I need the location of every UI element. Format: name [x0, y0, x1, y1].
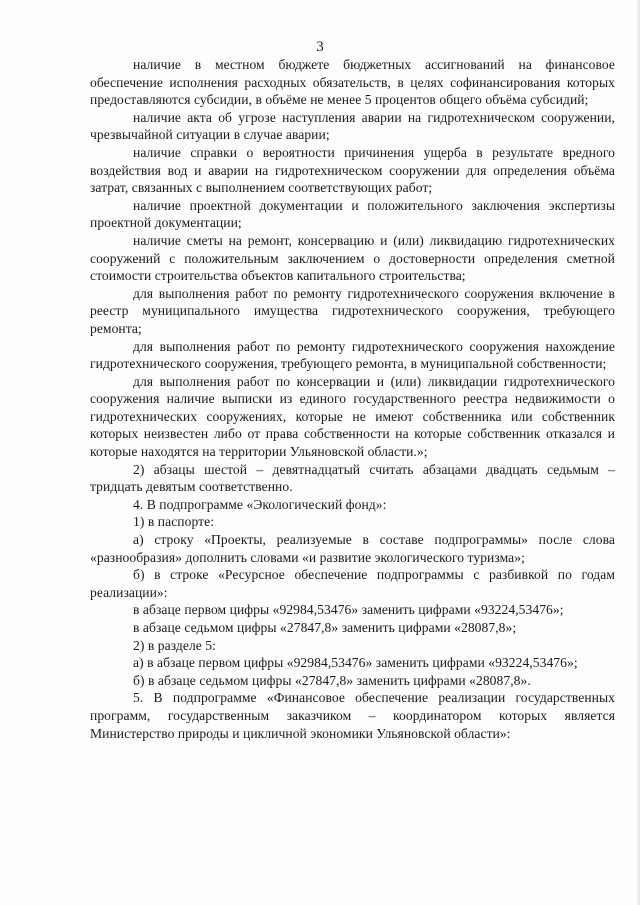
- paragraph-seventh-abzac-figures: в абзаце седьмом цифры «27847,8» заменить цифрами «28087,8»;: [133, 620, 517, 635]
- paragraph-projects-row: а) строку «Проекты, реализуемые в составе подпрограммы» после слова «разнообразия» дополнить словами «и развитие экологического туризма»;: [90, 532, 615, 565]
- paragraph-section5-first-abzac: а) в абзаце первом цифры «92984,53476» заменить цифрами «93224,53476»;: [133, 655, 578, 671]
- paragraph-ecological-fund-heading: 4. В подпрограмме «Экологический фонд»:: [133, 496, 387, 512]
- paragraph-in-section-5: 2) в разделе 5:: [133, 637, 216, 653]
- paragraph-cost-estimate: наличие сметы на ремонт, консервацию и (или) ликвидацию гидротехнических сооружений с положительным заключением о достоверности определения сметной стоимости строительства объектов капитального строительства;: [90, 232, 615, 284]
- paragraph-repair-municipal-ownership: для выполнения работ по ремонту гидротехнического сооружения нахождение гидротехнического сооружения, требующего ремонта, в муниципальной собственности;: [90, 338, 615, 372]
- document-body: [90, 56, 615, 742]
- paragraph-financial-support-subprogram: 5. В подпрограмме «Финансовое обеспечение реализации государственных программ, государственным заказчиком – координатором которых является Министерство природы и цикличной экономики Ульяновской области»:: [90, 690, 615, 741]
- paragraph-renumbering: 2) абзацы шестой – девятнадцатый считать абзацами двадцать седьмым – тридцать девятым соответственно.: [90, 461, 615, 495]
- page-number: 3: [316, 39, 324, 55]
- paragraph-damage-probability-certificate: наличие справки о вероятности причинения ущерба в результате вредного воздействия вод и аварии на гидротехническом сооружении для определения объёма затрат, связанных с выполнением соответствующих работ;: [90, 144, 615, 196]
- paragraph-first-abzac-figures: в абзаце первом цифры «92984,53476» заменить цифрами «93224,53476»;: [133, 602, 564, 618]
- paragraph-repair-registry-inclusion: для выполнения работ по ремонту гидротехнического сооружения включение в реестр муниципального имущества гидротехнического сооружения, требующего ремонта;: [90, 285, 615, 336]
- paragraph-accident-threat-act: наличие акта об угрозе наступления аварии на гидротехническом сооружении, чрезвычайной ситуации в случае аварии;: [90, 109, 615, 143]
- paragraph-section5-seventh-abzac: б) в абзаце седьмом цифры «27847,8» заменить цифрами «28087,8».: [133, 672, 531, 688]
- paragraph-resource-row: б) в строке «Ресурсное обеспечение подпрограммы с разбивкой по годам реализации»:: [90, 567, 615, 600]
- paragraph-conservation-liquidation-extract: для выполнения работ по консервации и (или) ликвидации гидротехнического сооружения наличие выписки из единого государственного реестра недвижимости о гидротехнических сооружениях, которые не имеют собственника или собственник которых неизвестен либо от права собственности на которые собственник отказался и которые находятся на территории Ульяновской области.»;: [90, 373, 615, 460]
- paragraph-project-documentation: наличие проектной документации и положительного заключения экспертизы проектной документации;: [90, 197, 615, 231]
- paragraph-in-passport: 1) в паспорте:: [133, 514, 215, 530]
- paragraph-budget-allocations: наличие в местном бюджете бюджетных ассигнований на финансовое обеспечение исполнения расходных обязательств, в целях софинансирования которых предоставляются субсидии, в объёме не менее 5 процентов общего объёма субсидий;: [90, 57, 615, 108]
